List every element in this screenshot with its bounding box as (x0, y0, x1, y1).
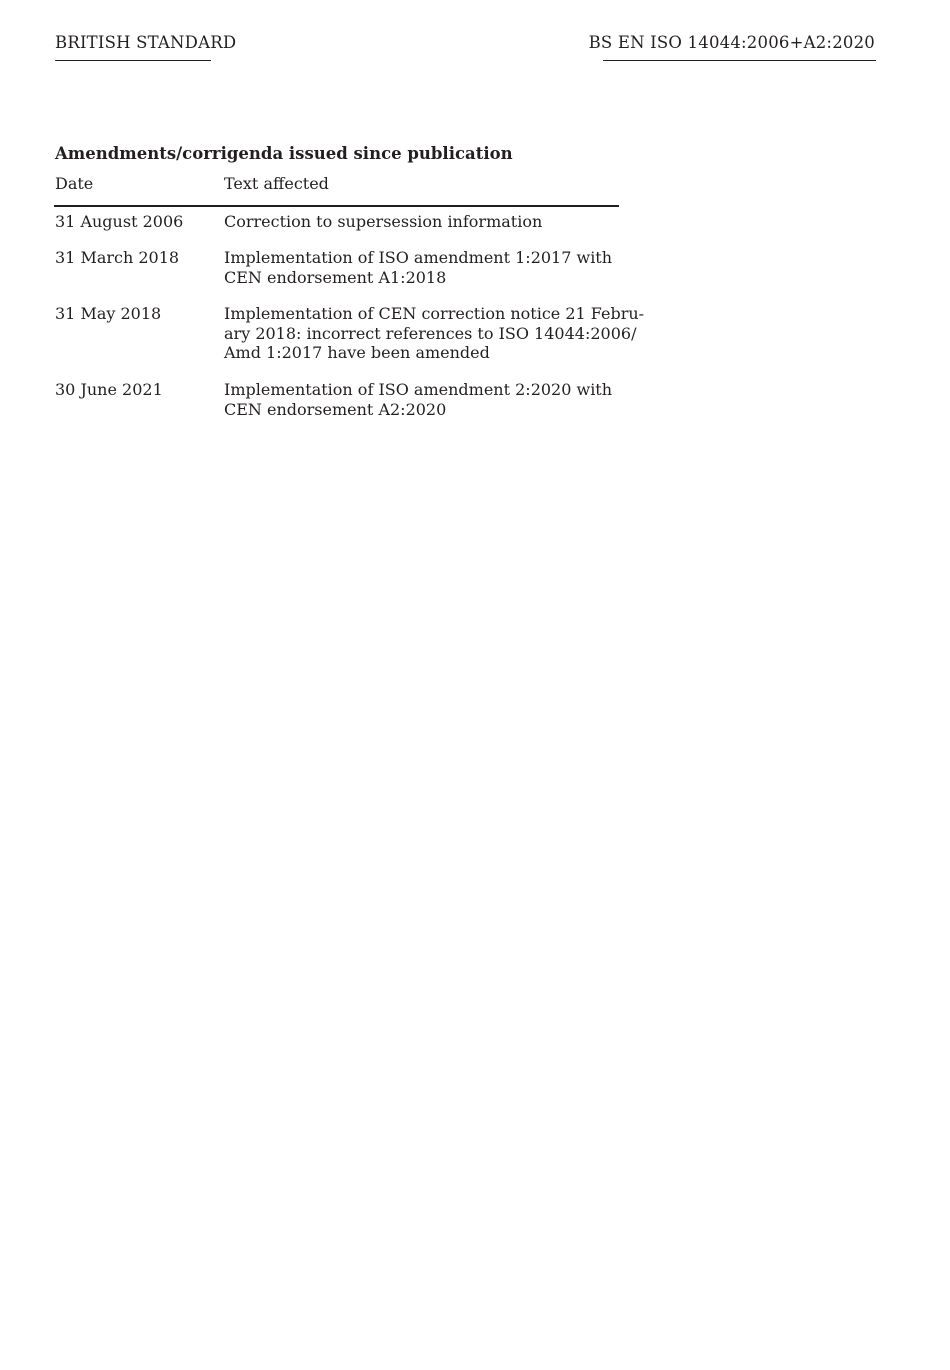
column-header-date: Date (55, 174, 94, 193)
column-header-text-affected: Text affected (224, 174, 329, 193)
header-right-label: BS EN ISO 14044:2006+A2:2020 (588, 33, 875, 52)
row-date: 31 March 2018 (55, 248, 180, 267)
header-left-label: BRITISH STANDARD (55, 33, 237, 52)
row-date: 31 August 2006 (55, 212, 184, 231)
row-text-line: Amd 1:2017 have been amended (224, 343, 490, 362)
amendments-title: Amendments/corrigenda issued since publication (55, 144, 513, 163)
row-text-line: Correction to supersession information (224, 212, 543, 231)
row-text-line: Implementation of CEN correction notice 21 Febru- (224, 304, 645, 323)
row-text-affected (224, 212, 624, 232)
header-right-rule (603, 60, 876, 61)
row-text-affected (224, 248, 624, 287)
row-text-affected (224, 304, 645, 363)
row-text-line: ary 2018: incorrect references to ISO 14044:2006/ (224, 323, 637, 343)
row-date: 31 May 2018 (55, 304, 162, 323)
header-left-rule (55, 60, 211, 61)
row-text-line: Implementation of ISO amendment 1:2017 with (224, 248, 613, 267)
row-text-line: Implementation of ISO amendment 2:2020 with (224, 380, 613, 399)
row-text-line: CEN endorsement A2:2020 (224, 399, 447, 419)
row-text-affected (224, 380, 624, 419)
table-header-rule (54, 205, 619, 207)
row-text-line: CEN endorsement A1:2018 (224, 267, 447, 287)
row-date: 30 June 2021 (55, 380, 163, 399)
